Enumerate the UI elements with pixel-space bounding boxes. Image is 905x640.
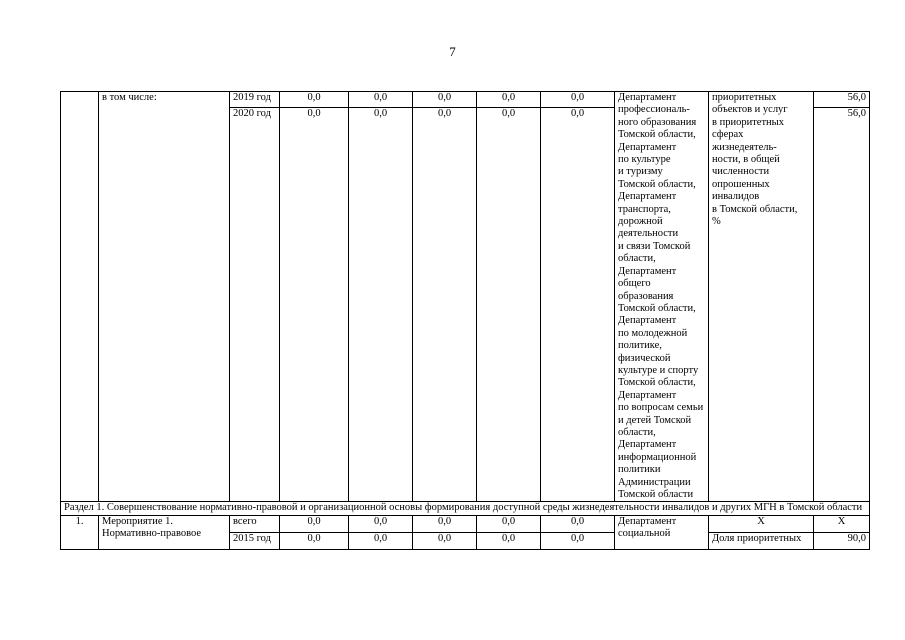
- indicator-cell: Доля приоритетных: [709, 532, 814, 549]
- program-table: [60, 91, 870, 550]
- target-value-cell: X: [814, 515, 870, 532]
- value-cell: 0,0: [349, 515, 413, 532]
- value-cell: 0,0: [280, 92, 349, 108]
- indicator-cell: X: [709, 515, 814, 532]
- year-cell: 2015 год: [230, 532, 280, 549]
- value-cell: 0,0: [413, 92, 477, 108]
- target-value-cell: 56,0: [814, 108, 870, 502]
- value-cell: 0,0: [413, 108, 477, 502]
- measure-name-cell: Мероприятие 1. Нормативно-правовое: [99, 515, 230, 549]
- value-cell: 0,0: [477, 532, 541, 549]
- year-cell: всего: [230, 515, 280, 532]
- value-cell: 0,0: [477, 515, 541, 532]
- executors-cell: Департамент социальной: [615, 515, 709, 549]
- value-cell: 0,0: [541, 108, 615, 502]
- value-cell: 0,0: [477, 92, 541, 108]
- value-cell: 0,0: [413, 515, 477, 532]
- measure-name-cell: в том числе:: [99, 92, 230, 502]
- value-cell: 0,0: [413, 532, 477, 549]
- number-cell: 1.: [61, 515, 99, 549]
- value-cell: 0,0: [541, 532, 615, 549]
- year-cell: 2020 год: [230, 108, 280, 502]
- executors-cell: Департамент профессиональ- ного образования Томской области, Департамент по культуре и туризму Томской области, Департамент транспорта, дорожной деятельности и связи Томской области, Департамент общего образования Томской области, Департамент по молодежной политике, физической культуре и спорту Томской области, Департамент по вопросам семьи и детей Томской области, Департамент информационной политики Администрации Томской области: [615, 92, 709, 502]
- year-cell: 2019 год: [230, 92, 280, 108]
- number-cell: [61, 92, 99, 502]
- value-cell: 0,0: [280, 108, 349, 502]
- value-cell: 0,0: [541, 515, 615, 532]
- value-cell: 0,0: [349, 92, 413, 108]
- value-cell: 0,0: [280, 532, 349, 549]
- indicator-cell: приоритетных объектов и услуг в приоритетных сферах жизнедеятель- ности, в общей численности опрошенных инвалидов в Томской области, %: [709, 92, 814, 502]
- page-number: 7: [449, 44, 456, 59]
- value-cell: 0,0: [280, 515, 349, 532]
- section-row: [61, 502, 870, 515]
- target-value-cell: 56,0: [814, 92, 870, 108]
- value-cell: 0,0: [349, 108, 413, 502]
- value-cell: 0,0: [477, 108, 541, 502]
- value-cell: 0,0: [541, 92, 615, 108]
- target-value-cell: 90,0: [814, 532, 870, 549]
- section-title: Раздел 1. Совершенствование нормативно-правовой и организационной основы формирования доступной среды жизнедеятельности инвалидов и других МГН в Томской области: [61, 502, 870, 515]
- table-row: [61, 92, 870, 108]
- value-cell: 0,0: [349, 532, 413, 549]
- table-row: [61, 515, 870, 532]
